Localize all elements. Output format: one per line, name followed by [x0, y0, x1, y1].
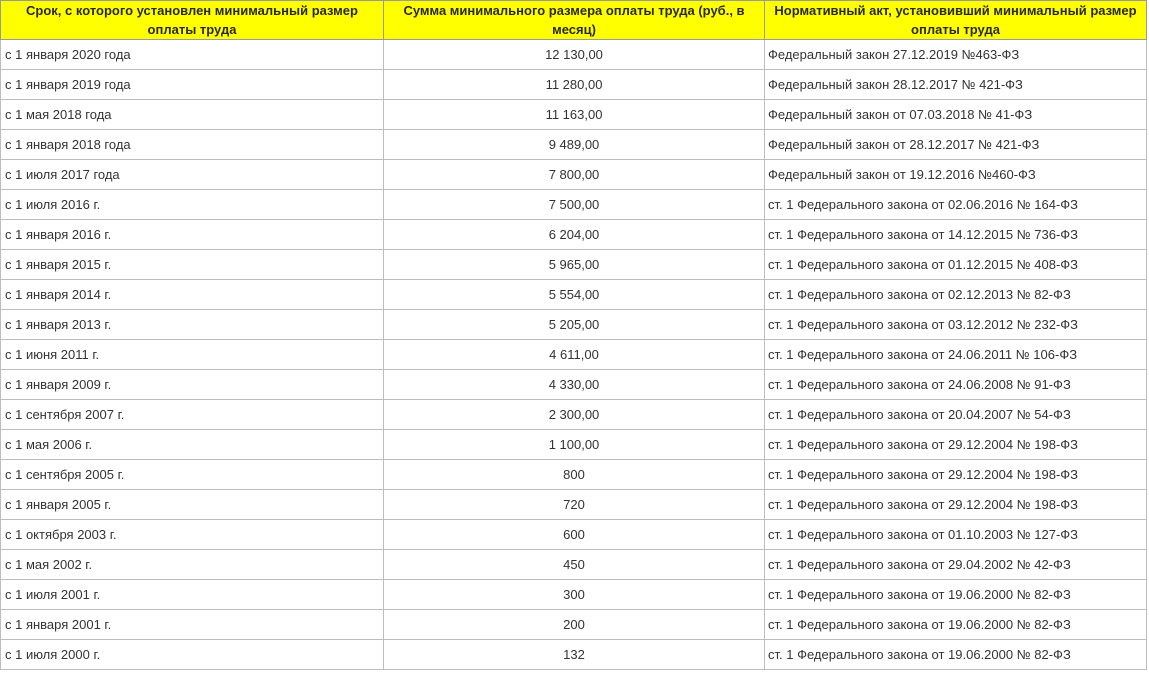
- table-row: [1, 250, 1147, 280]
- table-row: [1, 490, 1147, 520]
- act-cell: ст. 1 Федерального закона от 29.04.2002 № 42-ФЗ: [765, 550, 1147, 580]
- date-cell: с 1 мая 2002 г.: [1, 550, 384, 580]
- act-cell: Федеральный закон от 28.12.2017 № 421-ФЗ: [765, 130, 1147, 160]
- act-cell: Федеральный закон 27.12.2019 №463-ФЗ: [765, 40, 1147, 70]
- act-cell: ст. 1 Федерального закона от 19.06.2000 № 82-ФЗ: [765, 640, 1147, 670]
- table-row: [1, 430, 1147, 460]
- date-cell: с 1 января 2001 г.: [1, 610, 384, 640]
- table-row: [1, 550, 1147, 580]
- act-cell: ст. 1 Федерального закона от 02.12.2013 № 82-ФЗ: [765, 280, 1147, 310]
- table-row: [1, 520, 1147, 550]
- date-cell: с 1 сентября 2007 г.: [1, 400, 384, 430]
- table-row: [1, 340, 1147, 370]
- date-cell: с 1 сентября 2005 г.: [1, 460, 384, 490]
- act-cell: ст. 1 Федерального закона от 29.12.2004 № 198-ФЗ: [765, 490, 1147, 520]
- date-cell: с 1 января 2016 г.: [1, 220, 384, 250]
- date-cell: с 1 июля 2017 года: [1, 160, 384, 190]
- table-row: [1, 640, 1147, 670]
- table-row: [1, 370, 1147, 400]
- sum-cell: 7 800,00: [384, 160, 765, 190]
- date-cell: с 1 июля 2001 г.: [1, 580, 384, 610]
- act-cell: ст. 1 Федерального закона от 20.04.2007 № 54-ФЗ: [765, 400, 1147, 430]
- date-cell: с 1 января 2009 г.: [1, 370, 384, 400]
- date-cell: с 1 июня 2011 г.: [1, 340, 384, 370]
- date-cell: с 1 мая 2018 года: [1, 100, 384, 130]
- table-body: [1, 40, 1147, 670]
- act-cell: ст. 1 Федерального закона от 24.06.2008 № 91-ФЗ: [765, 370, 1147, 400]
- table-row: [1, 280, 1147, 310]
- act-cell: Федеральный закон 28.12.2017 № 421-ФЗ: [765, 70, 1147, 100]
- act-cell: ст. 1 Федерального закона от 24.06.2011 № 106-ФЗ: [765, 340, 1147, 370]
- sum-cell: 200: [384, 610, 765, 640]
- date-cell: с 1 января 2018 года: [1, 130, 384, 160]
- table-row: [1, 70, 1147, 100]
- table-row: [1, 610, 1147, 640]
- sum-cell: 600: [384, 520, 765, 550]
- act-cell: ст. 1 Федерального закона от 19.06.2000 № 82-ФЗ: [765, 580, 1147, 610]
- sum-cell: 450: [384, 550, 765, 580]
- date-cell: с 1 мая 2006 г.: [1, 430, 384, 460]
- table-row: [1, 100, 1147, 130]
- sum-cell: 5 205,00: [384, 310, 765, 340]
- date-cell: с 1 января 2013 г.: [1, 310, 384, 340]
- act-cell: ст. 1 Федерального закона от 29.12.2004 № 198-ФЗ: [765, 460, 1147, 490]
- act-cell: Федеральный закон от 07.03.2018 № 41-ФЗ: [765, 100, 1147, 130]
- sum-cell: 132: [384, 640, 765, 670]
- header-act: Нормативный акт, установивший минимальный размер оплаты труда: [765, 1, 1147, 40]
- table-row: [1, 160, 1147, 190]
- sum-cell: 1 100,00: [384, 430, 765, 460]
- sum-cell: 6 204,00: [384, 220, 765, 250]
- date-cell: с 1 января 2019 года: [1, 70, 384, 100]
- table-row: [1, 400, 1147, 430]
- table-row: [1, 130, 1147, 160]
- header-sum: Сумма минимального размера оплаты труда (руб., в месяц): [384, 1, 765, 40]
- table-row: [1, 460, 1147, 490]
- sum-cell: 12 130,00: [384, 40, 765, 70]
- sum-cell: 720: [384, 490, 765, 520]
- act-cell: ст. 1 Федерального закона от 02.06.2016 № 164-ФЗ: [765, 190, 1147, 220]
- date-cell: с 1 января 2020 года: [1, 40, 384, 70]
- header-date: Срок, с которого установлен минимальный размер оплаты труда: [1, 1, 384, 40]
- act-cell: ст. 1 Федерального закона от 03.12.2012 № 232-ФЗ: [765, 310, 1147, 340]
- sum-cell: 7 500,00: [384, 190, 765, 220]
- sum-cell: 11 163,00: [384, 100, 765, 130]
- sum-cell: 4 330,00: [384, 370, 765, 400]
- sum-cell: 9 489,00: [384, 130, 765, 160]
- sum-cell: 300: [384, 580, 765, 610]
- header-row: [1, 1, 1147, 40]
- date-cell: с 1 октября 2003 г.: [1, 520, 384, 550]
- date-cell: с 1 июля 2016 г.: [1, 190, 384, 220]
- date-cell: с 1 января 2014 г.: [1, 280, 384, 310]
- table-row: [1, 580, 1147, 610]
- table-row: [1, 190, 1147, 220]
- sum-cell: 4 611,00: [384, 340, 765, 370]
- sum-cell: 800: [384, 460, 765, 490]
- act-cell: ст. 1 Федерального закона от 29.12.2004 № 198-ФЗ: [765, 430, 1147, 460]
- table-row: [1, 220, 1147, 250]
- act-cell: Федеральный закон от 19.12.2016 №460-ФЗ: [765, 160, 1147, 190]
- date-cell: с 1 июля 2000 г.: [1, 640, 384, 670]
- table-row: [1, 310, 1147, 340]
- act-cell: ст. 1 Федерального закона от 14.12.2015 № 736-ФЗ: [765, 220, 1147, 250]
- sum-cell: 2 300,00: [384, 400, 765, 430]
- act-cell: ст. 1 Федерального закона от 01.10.2003 № 127-ФЗ: [765, 520, 1147, 550]
- sum-cell: 5 554,00: [384, 280, 765, 310]
- table-row: [1, 40, 1147, 70]
- act-cell: ст. 1 Федерального закона от 19.06.2000 № 82-ФЗ: [765, 610, 1147, 640]
- sum-cell: 11 280,00: [384, 70, 765, 100]
- act-cell: ст. 1 Федерального закона от 01.12.2015 № 408-ФЗ: [765, 250, 1147, 280]
- date-cell: с 1 января 2015 г.: [1, 250, 384, 280]
- table-header: [1, 1, 1147, 40]
- date-cell: с 1 января 2005 г.: [1, 490, 384, 520]
- sum-cell: 5 965,00: [384, 250, 765, 280]
